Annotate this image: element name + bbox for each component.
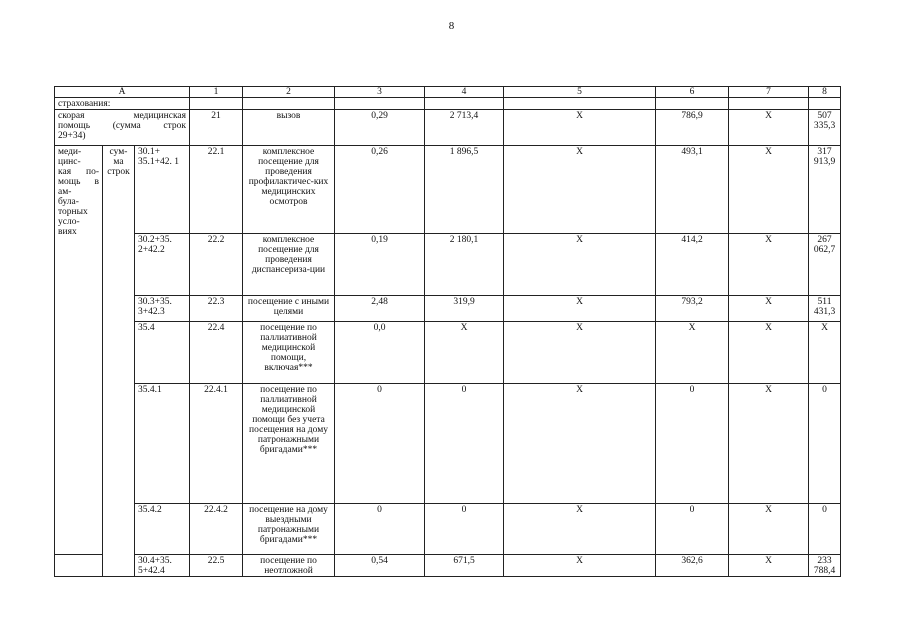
row-sum: 30.2+35. 2+42.2 [135,234,190,296]
row-v6: 793,2 [656,296,729,322]
row-unit: посещение по неотложной [243,555,335,577]
row-code: 22.5 [190,555,243,577]
col-header-a: А [55,87,190,98]
row-v8: 267 062,7 [809,234,841,296]
row-v3: 2,48 [335,296,425,322]
row-code: 22.2 [190,234,243,296]
row-v7: Х [729,555,809,577]
row-v8: 317 913,9 [809,146,841,234]
row-v8: Х [809,322,841,384]
row-sum: 30.3+35. 3+42.3 [135,296,190,322]
row-v7: Х [729,322,809,384]
row-unit: посещение с иными целями [243,296,335,322]
row-sum: 35.4 [135,322,190,384]
row-v5: Х [504,504,656,555]
tariff-table [54,86,841,577]
table-row [55,384,841,504]
row-code: 22.3 [190,296,243,322]
row-v4: 1 896,5 [425,146,504,234]
row-unit: посещение по паллиативной медицинской помощи без учета посещения на дому патронажными бригадами*** [243,384,335,504]
col-header-7: 7 [729,87,809,98]
table-row [55,234,841,296]
row-v4: 0 [425,384,504,504]
table-row [55,322,841,384]
ambulance-v8: 507 335,3 [809,110,841,146]
header-row [55,87,841,98]
row-v7: Х [729,146,809,234]
row-v7: Х [729,296,809,322]
ambulance-v6: 786,9 [656,110,729,146]
row-sum: 30.4+35. 5+42.4 [135,555,190,577]
row-code: 22.4.2 [190,504,243,555]
row-v3: 0 [335,384,425,504]
row-sum: 35.4.1 [135,384,190,504]
col-header-8: 8 [809,87,841,98]
row-code: 22.4.1 [190,384,243,504]
col-header-2: 2 [243,87,335,98]
group-label-continued [55,555,103,577]
ambulance-row [55,110,841,146]
row-v8: 0 [809,504,841,555]
row-unit: комплексное посещение для проведения диспансериза-ции [243,234,335,296]
row-v3: 0,54 [335,555,425,577]
page-number: 8 [448,20,455,32]
row-code: 22.1 [190,146,243,234]
ambulance-code: 21 [190,110,243,146]
row-sum: 30.1+ 35.1+42. 1 [135,146,190,234]
row-v8: 233 788,4 [809,555,841,577]
insurance-label: страхования: [55,98,190,110]
row-v6: Х [656,322,729,384]
row-v7: Х [729,234,809,296]
row-unit: комплексное посещение для проведения профилактичес-ких медицинских осмотров [243,146,335,234]
row-v7: Х [729,384,809,504]
col-header-4: 4 [425,87,504,98]
row-v6: 414,2 [656,234,729,296]
row-sum: 35.4.2 [135,504,190,555]
row-v6: 0 [656,504,729,555]
row-v5: Х [504,555,656,577]
ambulance-label: скорая медицинская помощь (сумма строк 29+34) [55,110,190,146]
row-v4: 2 180,1 [425,234,504,296]
ambulance-v3: 0,29 [335,110,425,146]
ambulance-v5: Х [504,110,656,146]
table-row [55,296,841,322]
row-v5: Х [504,296,656,322]
ambulance-v4: 2 713,4 [425,110,504,146]
ambulance-unit: вызов [243,110,335,146]
row-v7: Х [729,504,809,555]
row-v6: 362,6 [656,555,729,577]
row-v4: 319,9 [425,296,504,322]
row-unit: посещение по паллиативной медицинской помощи, включая*** [243,322,335,384]
row-v3: 0,19 [335,234,425,296]
row-v5: Х [504,384,656,504]
ambulance-v7: Х [729,110,809,146]
row-v5: Х [504,146,656,234]
row-code: 22.4 [190,322,243,384]
row-v4: Х [425,322,504,384]
row-v6: 493,1 [656,146,729,234]
group-sub-label: сум- ма строк [103,146,135,577]
row-v3: 0,26 [335,146,425,234]
row-v4: 671,5 [425,555,504,577]
group-label: меди- цинс- кая по- мощь в ам- була- торных усло- виях [55,146,103,555]
col-header-6: 6 [656,87,729,98]
row-v4: 0 [425,504,504,555]
table-row [55,146,841,234]
row-v3: 0 [335,504,425,555]
row-unit: посещение на дому выездными патронажными бригадами*** [243,504,335,555]
table-row [55,555,841,577]
row-v6: 0 [656,384,729,504]
row-v5: Х [504,234,656,296]
row-v8: 511 431,3 [809,296,841,322]
col-header-5: 5 [504,87,656,98]
insurance-row [55,98,841,110]
row-v3: 0,0 [335,322,425,384]
row-v5: Х [504,322,656,384]
col-header-1: 1 [190,87,243,98]
row-v8: 0 [809,384,841,504]
table-row [55,504,841,555]
col-header-3: 3 [335,87,425,98]
